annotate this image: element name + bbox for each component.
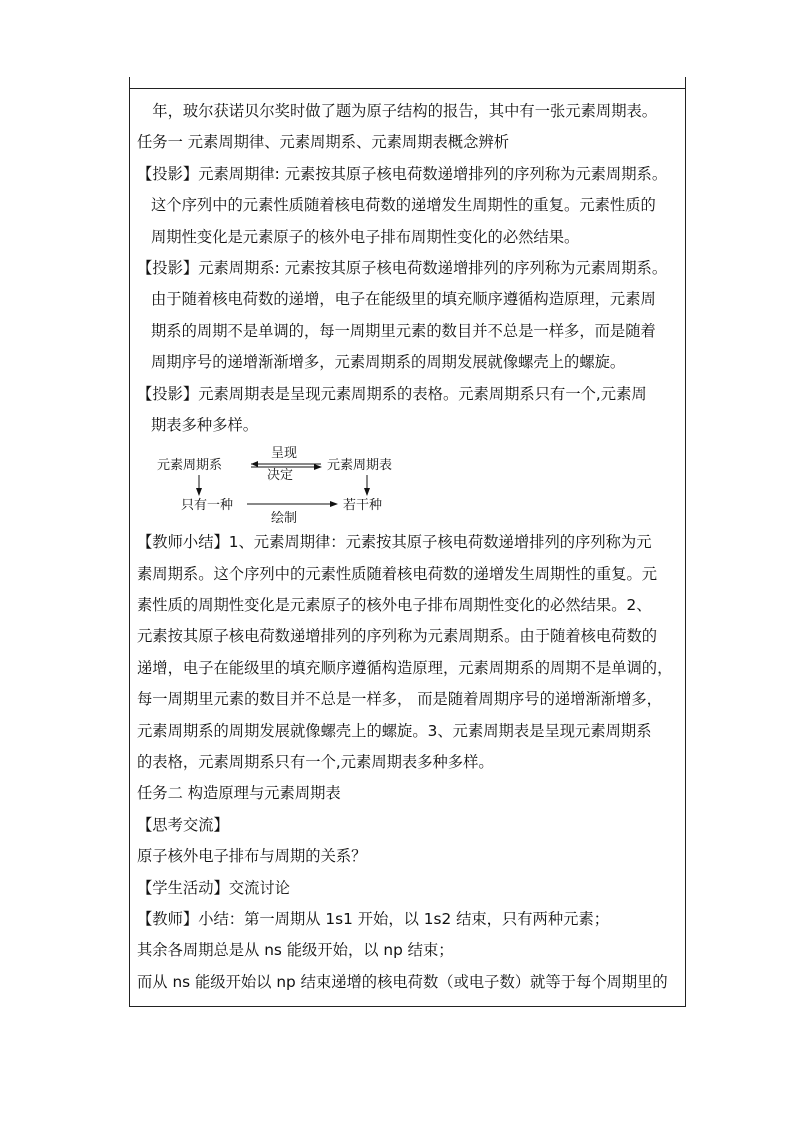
text-line: 递增，电子在能级里的填充顺序遵循构造原理，元素周期系的周期不是单调的，	[137, 658, 673, 677]
relationship-diagram-svg	[137, 443, 437, 527]
arrowhead-left-icon	[251, 461, 258, 467]
text-line: 其余各周期总是从 ns 能级开始，以 np 结束；	[137, 941, 454, 960]
teacher-summary: 【教师小结】1、元素周期律：元素按其原子核电荷数递增排列的序列称为元	[137, 533, 652, 552]
text-line: 素性质的周期性变化是元素原子的核外电子排布周期性变化的必然结果。2、	[137, 596, 652, 615]
think-exchange-heading: 【思考交流】	[137, 815, 229, 834]
student-activity: 【学生活动】交流讨论	[137, 878, 290, 897]
text-line: 年，玻尔获诺贝尔奖时做了题为原子结构的报告，其中有一张元素周期表。	[137, 102, 658, 120]
relationship-diagram	[137, 443, 685, 527]
teacher-summary-2: 【教师】小结：第一周期从 1s1 开始，以 1s2 结束，只有两种元素；	[137, 909, 610, 928]
text-line: 这个序列中的元素性质随着核电荷数的递增发生周期性的重复。元素性质的	[151, 196, 656, 215]
text-line: 周期序号的递增渐渐增多，元素周期系的周期发展就像螺壳上的螺旋。	[151, 353, 626, 372]
projection-periodic-table: 【投影】元素周期表是呈现元素周期系的表格。元素周期系只有一个,元素周	[137, 384, 647, 403]
text-line: 期表多种多样。	[151, 415, 259, 434]
document-body	[137, 96, 685, 998]
text-line: 期系的周期不是单调的，每一周期里元素的数目并不总是一样多，而是随着	[151, 321, 656, 340]
label-present: 呈现	[271, 446, 298, 462]
text-line: 素周期系。这个序列中的元素性质随着核电荷数的递增发生周期性的重复。元	[137, 564, 658, 583]
text-line: 周期性变化是元素原子的核外电子排布周期性变化的必然结果。	[151, 227, 580, 246]
node-periodic-table: 元素周期表	[327, 458, 393, 474]
text-line: 的表格，元素周期系只有一个,元素周期表多种多样。	[137, 753, 494, 772]
task-two-heading: 任务二 构造原理与元素周期表	[137, 784, 341, 803]
node-periodic-system: 元素周期系	[157, 458, 223, 474]
node-only-one: 只有一种	[181, 498, 234, 514]
text-line: 元素周期系的周期发展就像螺壳上的螺旋。3、元素周期表是呈现元素周期系	[137, 721, 652, 740]
label-determine: 决定	[267, 468, 294, 484]
projection-periodic-law: 【投影】元素周期律: 元素按其原子核电荷数递增排列的序列称为元素周期系。	[137, 164, 668, 183]
label-draw: 绘制	[271, 511, 298, 527]
node-several: 若干种	[343, 498, 383, 514]
task-one-heading: 任务一 元素周期律、元素周期系、元素周期表概念辨析	[137, 133, 509, 152]
projection-periodic-system: 【投影】元素周期系: 元素按其原子核电荷数递增排列的序列称为元素周期系。	[137, 258, 668, 277]
text-line: 每一周期里元素的数目并不总是一样多， 而是随着周期序号的递增渐渐增多，	[137, 690, 662, 709]
question-line: 原子核外电子排布与周期的关系？	[137, 847, 367, 866]
text-line: 元素按其原子核电荷数递增排列的序列称为元素周期系。由于随着核电荷数的	[137, 627, 658, 646]
text-line: 由于随着核电荷数的递增，电子在能级里的填充顺序遵循构造原理，元素周	[151, 290, 656, 309]
text-line: 而从 ns 能级开始以 np 结束递增的核电荷数（或电子数）就等于每个周期里的	[137, 972, 668, 991]
